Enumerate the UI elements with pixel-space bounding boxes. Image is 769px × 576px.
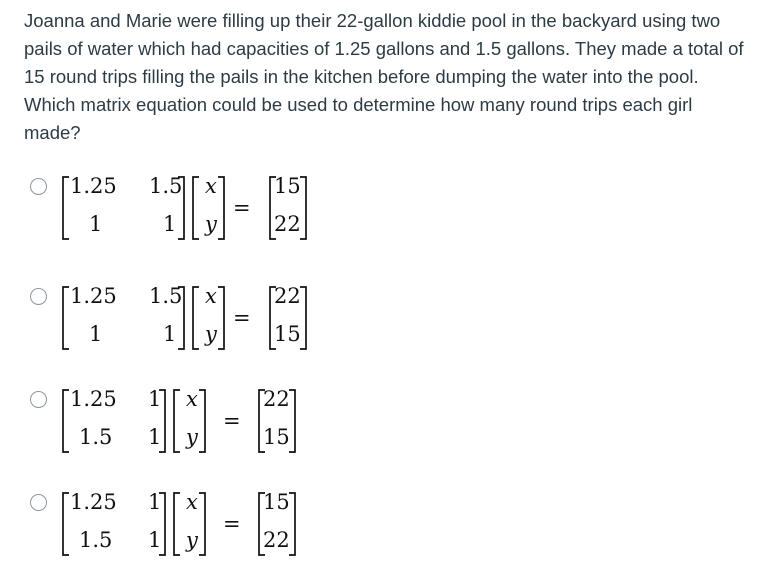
radio-button[interactable] — [30, 288, 47, 305]
matrix-entry: 1.5 — [79, 425, 113, 449]
variable: y — [205, 322, 217, 346]
matrix-entry: 1 — [89, 322, 103, 346]
variable: x — [186, 387, 198, 411]
variable: x — [205, 284, 217, 308]
left-bracket — [63, 493, 69, 555]
answer-option[interactable] — [24, 487, 724, 571]
matrix-entry: 1.5 — [149, 174, 183, 198]
variable: y — [205, 212, 217, 236]
equals-sign: = — [233, 306, 251, 330]
rhs-entry: 15 — [274, 322, 301, 346]
right-bracket — [300, 177, 306, 239]
left-bracket — [174, 493, 180, 555]
left-bracket — [193, 287, 199, 349]
rhs-entry: 22 — [263, 528, 290, 552]
matrix-entry: 1 — [148, 528, 162, 552]
matrix-entry: 1.25 — [70, 284, 117, 308]
radio-button[interactable] — [30, 391, 47, 408]
equals-sign: = — [223, 409, 241, 433]
rhs-entry: 22 — [263, 387, 290, 411]
rhs-entry: 22 — [274, 212, 301, 236]
rhs-entry: 15 — [274, 174, 301, 198]
equals-sign: = — [233, 196, 251, 220]
matrix-equation — [62, 384, 382, 468]
right-bracket — [199, 493, 205, 555]
answer-option[interactable] — [24, 171, 724, 255]
variable: y — [186, 528, 198, 552]
radio-button[interactable] — [30, 494, 47, 511]
answer-option[interactable] — [24, 281, 724, 365]
right-bracket — [199, 390, 205, 452]
matrix-equation — [62, 171, 382, 255]
left-bracket — [63, 390, 69, 452]
left-bracket — [63, 177, 69, 239]
matrix-entry: 1 — [163, 212, 177, 236]
variable: x — [186, 490, 198, 514]
rhs-entry: 22 — [274, 284, 301, 308]
right-bracket — [289, 493, 295, 555]
answer-option[interactable] — [24, 384, 724, 468]
left-bracket — [174, 390, 180, 452]
matrix-entry: 1.25 — [70, 174, 117, 198]
matrix-entry: 1 — [89, 212, 103, 236]
matrix-entry: 1.25 — [70, 490, 117, 514]
equals-sign: = — [223, 512, 241, 536]
rhs-entry: 15 — [263, 490, 290, 514]
matrix-entry: 1.5 — [79, 528, 113, 552]
matrix-equation — [62, 487, 382, 571]
right-bracket — [218, 177, 224, 239]
left-bracket — [193, 177, 199, 239]
left-bracket — [63, 287, 69, 349]
question-text: Joanna and Marie were filling up their 22-gallon kiddie pool in the backyard using two pails of water which had capacities of 1.25 gallons and 1.5 gallons. They made a total of 15 round trips filling the pails in the kitchen before dumping the water into the pool. Which matrix equation could be used to determine how many round trips each girl made? — [24, 10, 744, 143]
radio-button[interactable] — [30, 178, 47, 195]
matrix-entry: 1.25 — [70, 387, 117, 411]
variable: x — [205, 174, 217, 198]
variable: y — [186, 425, 198, 449]
right-bracket — [289, 390, 295, 452]
matrix-entry: 1 — [148, 425, 162, 449]
matrix-entry: 1 — [148, 490, 162, 514]
matrix-entry: 1 — [163, 322, 177, 346]
matrix-entry: 1.5 — [149, 284, 183, 308]
matrix-entry: 1 — [148, 387, 162, 411]
right-bracket — [218, 287, 224, 349]
rhs-entry: 15 — [263, 425, 290, 449]
matrix-equation — [62, 281, 382, 365]
right-bracket — [300, 287, 306, 349]
